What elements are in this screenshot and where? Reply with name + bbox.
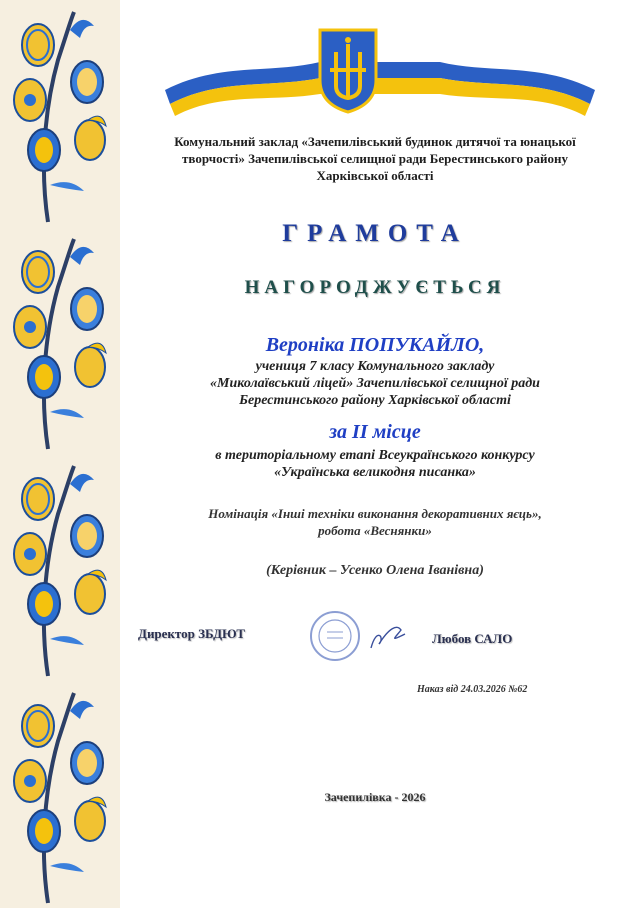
recipient-line-3: Берестинського району Харківської області bbox=[239, 393, 511, 408]
contest-details bbox=[130, 447, 620, 481]
footer-place-year: Зачепилівка - 2026 bbox=[324, 790, 426, 804]
stamp-icon bbox=[305, 608, 415, 664]
coat-of-arms-icon bbox=[320, 30, 376, 112]
director-title: Директор ЗБДЮТ bbox=[138, 626, 246, 641]
recipient-line-2: «Миколаївський ліцей» Зачепилівської селищної ради bbox=[210, 376, 540, 391]
institution-line-3: Харківської області bbox=[316, 168, 434, 183]
contest-line-2: «Українська великодня писанка» bbox=[274, 465, 476, 480]
recipient-line-1: учениця 7 класу Комунального закладу bbox=[255, 359, 495, 374]
order-reference: Наказ від 24.03.2026 №62 bbox=[417, 684, 528, 695]
nomination-line-1: Номінація «Інші техніки виконання декоративних яєць», bbox=[208, 506, 542, 521]
nomination bbox=[130, 505, 620, 539]
pysanka-panel-4 bbox=[0, 681, 120, 908]
nomination-line-2: робота «Веснянки» bbox=[318, 523, 432, 538]
contest-line-1: в територіальному етапі Всеукраїнського конкурсу bbox=[215, 448, 535, 463]
institution-line-1: Комунальний заклад «Зачепилівський будинок дитячої та юнацької bbox=[174, 134, 576, 149]
award-place: за ІІ місце bbox=[329, 421, 421, 443]
signature-scribble bbox=[371, 627, 405, 648]
document-subtitle: НАГОРОДЖУЄТЬСЯ bbox=[244, 277, 506, 298]
signer-name: Любов САЛО bbox=[432, 631, 513, 646]
institution-line-2: творчості» Зачепилівської селищної ради Берестинського району bbox=[182, 151, 568, 166]
recipient-details bbox=[130, 358, 620, 409]
recipient-name: Вероніка ПОПУКАЙЛО, bbox=[265, 334, 485, 356]
pysanka-panel-1 bbox=[0, 0, 120, 227]
pysanka-panel-2 bbox=[0, 227, 120, 454]
leader-line: (Керівник – Усенко Олена Іванівна) bbox=[266, 563, 484, 578]
emblem bbox=[160, 12, 600, 124]
pysanka-panel-3 bbox=[0, 454, 120, 681]
document-title: ГРАМОТА bbox=[282, 220, 468, 247]
ribbon-flag-icon bbox=[160, 12, 600, 124]
institution-header bbox=[130, 133, 620, 184]
